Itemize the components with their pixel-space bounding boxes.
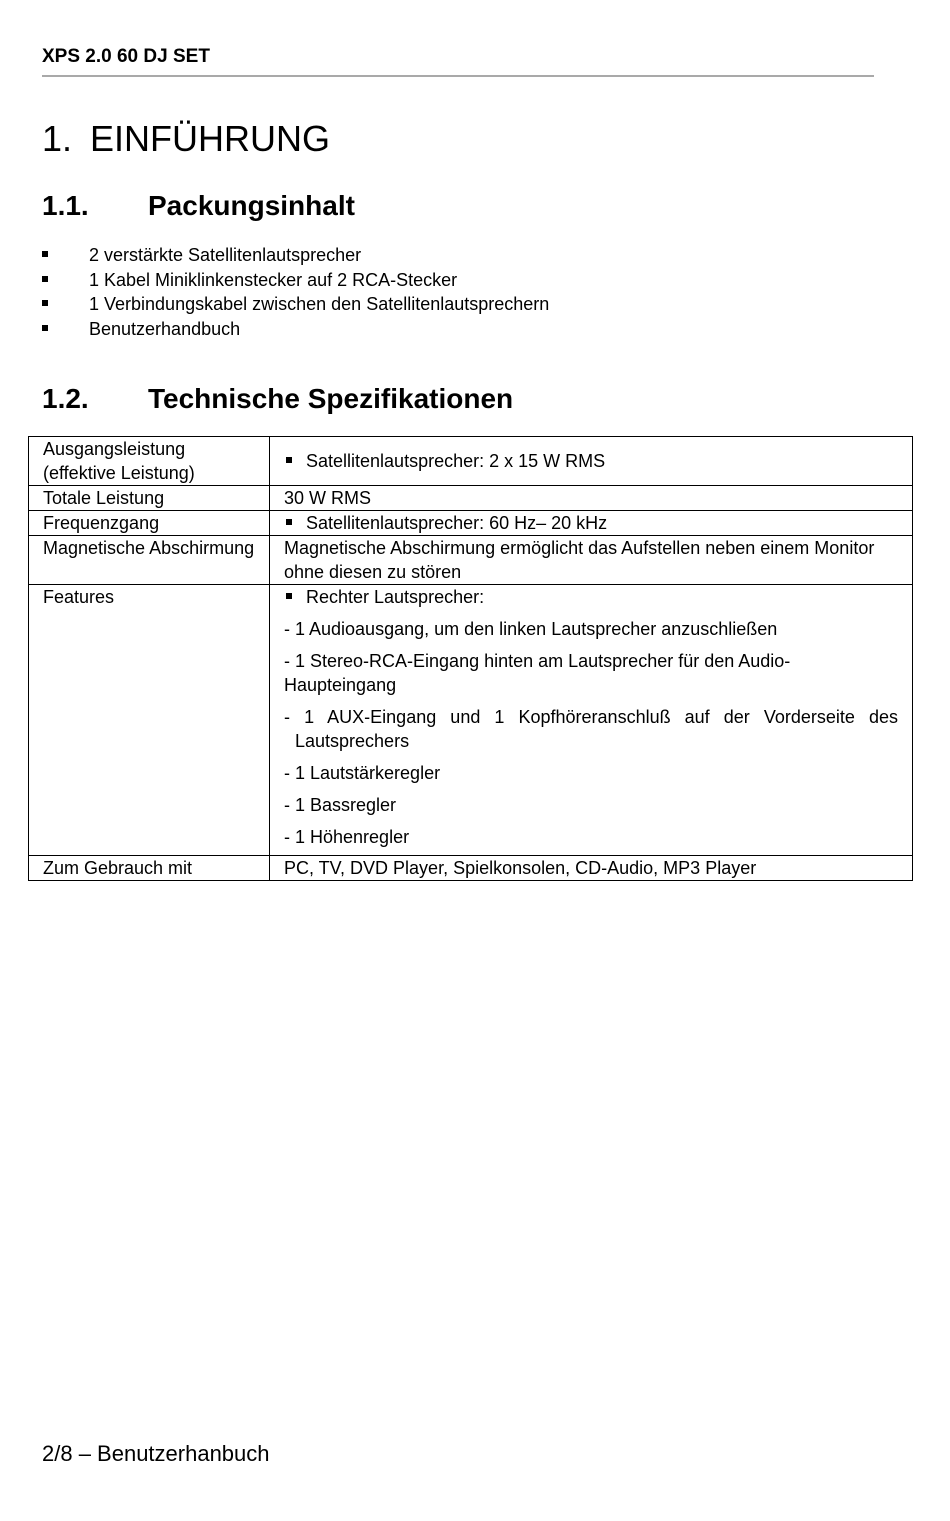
- list-item: 1 Verbindungskabel zwischen den Satellitenlautsprechern: [42, 292, 549, 317]
- spec-value-frequency: Satellitenlautsprecher: 60 Hz– 20 kHz: [270, 511, 913, 536]
- section-1-2-number: 1.2.: [42, 383, 89, 414]
- spec-label-output: Ausgangsleistung (effektive Leistung): [29, 437, 270, 486]
- table-row-usage: [29, 856, 913, 881]
- spec-value-usage: PC, TV, DVD Player, Spielkonsolen, CD-Audio, MP3 Player: [270, 856, 913, 881]
- list-item: 2 verstärkte Satellitenlautsprecher: [42, 243, 549, 268]
- feature-line: - 1 AUX-Eingang und 1 Kopfhöreranschluß auf der Vorderseite des Lautsprechers: [284, 707, 898, 751]
- table-row-features: [29, 585, 913, 856]
- bullet-square-icon: [286, 519, 292, 525]
- spec-value-shielding: Magnetische Abschirmung ermöglicht das Aufstellen neben einem Monitor ohne diesen zu stören: [270, 536, 913, 585]
- page-footer: 2/8 – Benutzerhanbuch: [42, 1441, 270, 1466]
- section-1-1-heading: [42, 190, 355, 222]
- section-1-heading: [42, 118, 330, 160]
- spec-table: [28, 436, 913, 881]
- list-item: 1 Kabel Miniklinkenstecker auf 2 RCA-Stecker: [42, 268, 549, 293]
- feature-line: - 1 Lautstärkeregler: [284, 763, 441, 783]
- bullet-square-icon: [42, 325, 48, 331]
- section-1-title: EINFÜHRUNG: [90, 118, 330, 159]
- feature-line: - 1 Höhenregler: [284, 827, 410, 847]
- table-row-output: [29, 437, 913, 486]
- bullet-square-icon: [286, 457, 292, 463]
- feature-line: - 1 Audioausgang, um den linken Lautsprecher anzuschließen: [284, 619, 778, 639]
- bullet-square-icon: [42, 300, 48, 306]
- spec-value-output: Satellitenlautsprecher: 2 x 15 W RMS: [270, 437, 913, 486]
- section-1-1-title: Packungsinhalt: [148, 190, 355, 221]
- spec-label-total: Totale Leistung: [29, 486, 270, 511]
- spec-value-total: 30 W RMS: [270, 486, 913, 511]
- page-header-title: XPS 2.0 60 DJ SET: [42, 46, 210, 67]
- feature-line: - 1 Stereo-RCA-Eingang hinten am Lautsprecher für den Audio-Haupteingang: [284, 651, 791, 695]
- list-item: Benutzerhandbuch: [42, 317, 549, 342]
- bullet-square-icon: [286, 593, 292, 599]
- bullet-square-icon: [42, 276, 48, 282]
- section-1-2-heading: [42, 383, 513, 415]
- section-1-1-number: 1.1.: [42, 190, 89, 221]
- table-row-shielding: [29, 536, 913, 585]
- bullet-square-icon: [42, 251, 48, 257]
- section-1-number: 1.: [42, 118, 73, 159]
- spec-label-usage: Zum Gebrauch mit: [29, 856, 270, 881]
- package-contents-list: [42, 243, 549, 341]
- section-1-2-title: Technische Spezifikationen: [148, 383, 514, 414]
- table-row-total: [29, 486, 913, 511]
- features-heading: Rechter Lautsprecher:: [284, 585, 898, 609]
- header-divider: [42, 75, 874, 77]
- spec-label-frequency: Frequenzgang: [29, 511, 270, 536]
- spec-label-features: Features: [29, 585, 270, 856]
- table-row-frequency: [29, 511, 913, 536]
- spec-value-features: [270, 585, 913, 856]
- spec-label-shielding: Magnetische Abschirmung: [29, 536, 270, 585]
- feature-line: - 1 Bassregler: [284, 795, 397, 815]
